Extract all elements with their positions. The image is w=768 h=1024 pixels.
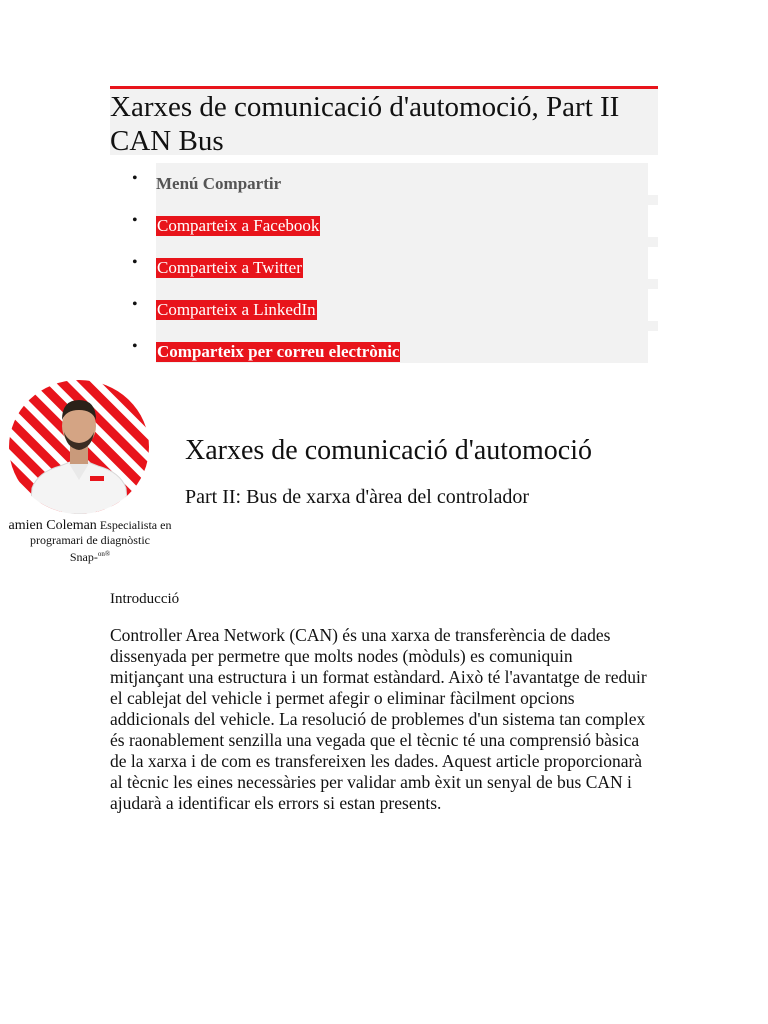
avatar-portrait (8, 380, 150, 514)
share-linkedin-item (110, 289, 658, 331)
share-facebook-item (110, 205, 658, 247)
section-heading: Introducció (110, 591, 180, 607)
page-title-line-2: CAN Bus (110, 125, 224, 157)
article-subtitle: Part II: Bus de xarxa d'àrea del controlador (185, 486, 530, 508)
share-linkedin-link[interactable]: Comparteix a LinkedIn (157, 300, 316, 319)
bullet-icon: • (132, 170, 138, 187)
author-avatar (8, 380, 150, 514)
bullet-icon: • (132, 296, 138, 313)
author-company-mark: on® (97, 550, 111, 558)
page-title-line-1: Xarxes de comunicació d'automoció, Part II (110, 91, 620, 123)
article-title: Xarxes de comunicació d'automoció (185, 435, 593, 466)
author-role-line-1: Especialista en (99, 518, 172, 532)
page-title (110, 90, 670, 158)
bullet-icon: • (132, 254, 138, 271)
author-role-line-2: programari de diagnòstic (30, 533, 150, 547)
bullet-icon: • (132, 212, 138, 229)
share-email-link[interactable]: Comparteix per correu electrònic (157, 342, 400, 361)
share-facebook-link[interactable]: Comparteix a Facebook (157, 216, 320, 235)
share-menu-header (110, 163, 658, 205)
author-name: amien Coleman (8, 518, 97, 533)
share-twitter-link[interactable]: Comparteix a Twitter (157, 258, 302, 277)
share-email-item (110, 331, 658, 373)
share-menu (110, 163, 658, 373)
bullet-icon: • (132, 338, 138, 355)
author-caption (0, 518, 180, 564)
share-menu-label[interactable]: Menú Compartir (156, 174, 282, 193)
intro-paragraph: Controller Area Network (CAN) és una xarxa de transferència de dades dissenyada per permetre que molts nodes (mòduls) es comuniquin mitjançant una estructura i un format estàndard. Això té l'avantatge de reduir el cablejat del vehicle i permet afegir o eliminar fàcilment opcions addicionals del vehicle. La resolució de problemes d'un sistema tan complex és raonablement senzilla una vegada que el tècnic té una comprensió bàsica de la xarxa i de com es transfereixen les dades. Aquest article proporcionarà al tècnic les eines necessàries per validar amb èxit un senyal de bus CAN i ajudarà a identificar els errors si estan presents. (110, 625, 647, 813)
share-twitter-item (110, 247, 658, 289)
author-company: Snap- (69, 550, 98, 564)
